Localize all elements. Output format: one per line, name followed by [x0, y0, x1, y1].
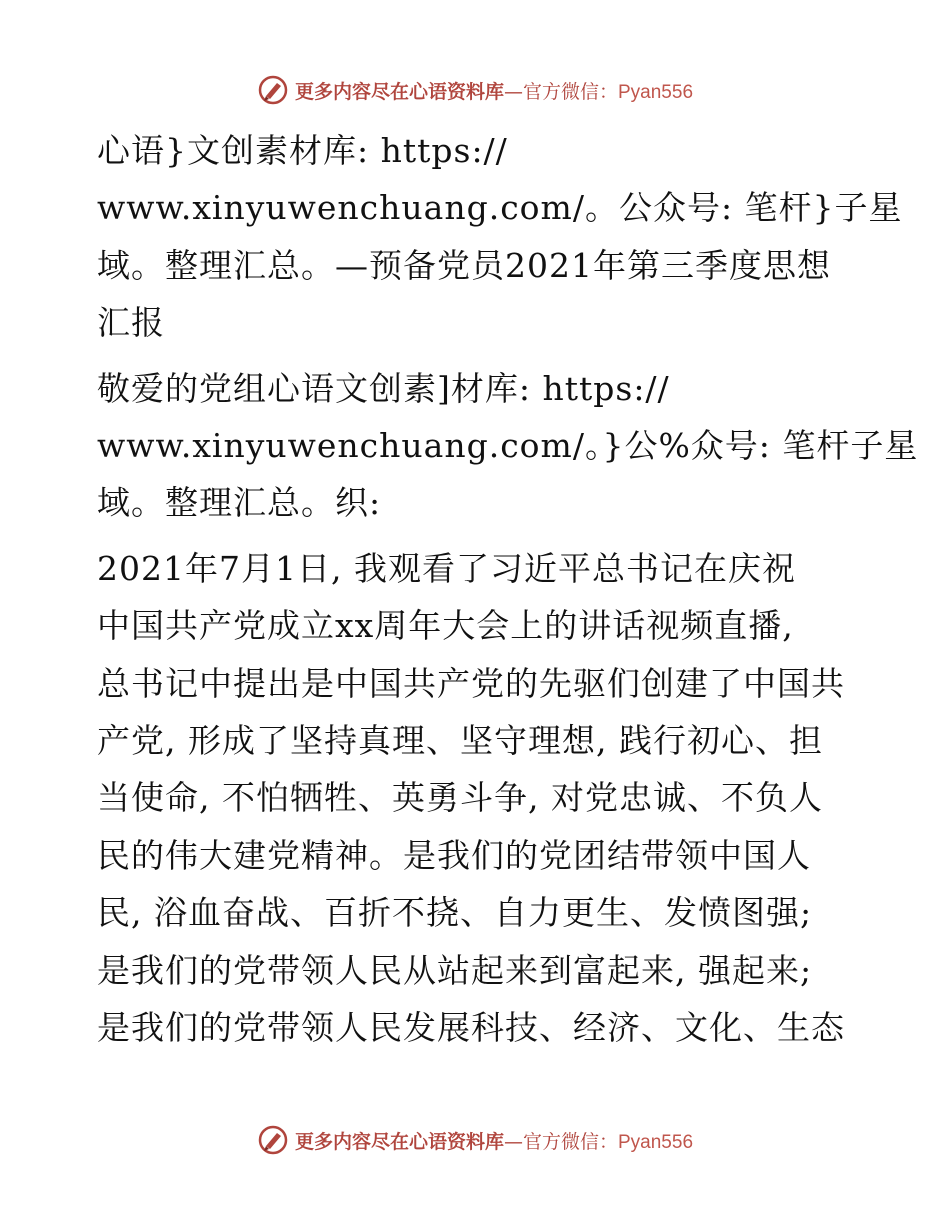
text-line: 总书记中提出是中国共产党的先驱们创建了中国共 — [97, 663, 845, 703]
text-line: 是我们的党带领人民发展科技、经济、文化、生态 — [97, 1008, 845, 1048]
header-wechat-label: 官方微信： — [522, 80, 618, 103]
text-line: 汇报 — [97, 303, 165, 343]
pen-logo-icon — [257, 1124, 289, 1156]
footer-banner — [0, 1120, 950, 1160]
paragraph-3 — [97, 540, 857, 1057]
text-line: 域。整理汇总。织: — [97, 483, 382, 523]
footer-wechat-id: Pyan556 — [618, 1131, 694, 1153]
paragraph-1 — [97, 122, 903, 352]
text-line: 域。整理汇总。—预备党员2021年第三季度思想 — [97, 245, 831, 285]
text-line: 当使命, 不怕牺牲、英勇斗争, 对党忠诚、不负人 — [97, 778, 823, 818]
text-line: 心语}文创素材库: https:// — [97, 131, 508, 170]
footer-banner-text — [295, 1127, 693, 1154]
text-line: www.xinyuwenchuang.com/。公众号: 笔杆}子星 — [97, 188, 903, 228]
text-line: 民, 浴血奋战、百折不挠、自力更生、发愤图强; — [97, 893, 813, 933]
text-line: 敬爱的党组心语文创素]材库: https:// — [97, 368, 670, 408]
header-wechat-id: Pyan556 — [618, 81, 694, 103]
header-banner-text — [295, 77, 693, 104]
text-line: 是我们的党带领人民从站起来到富起来, 强起来; — [97, 950, 813, 990]
text-line: 2021年7月1日, 我观看了习近平总书记在庆祝 — [97, 548, 796, 588]
text-line: 民的伟大建党精神。是我们的党团结带领中国人 — [97, 835, 811, 875]
footer-dash: — — [503, 1130, 523, 1153]
header-dash: — — [503, 80, 523, 103]
paragraph-2 — [97, 360, 919, 532]
text-line: 中国共产党成立xx周年大会上的讲话视频直播, — [97, 606, 794, 646]
text-line: www.xinyuwenchuang.com/。}公%众号: 笔杆子星 — [97, 426, 919, 466]
footer-wechat-label: 官方微信： — [522, 1130, 618, 1153]
document-body — [97, 122, 919, 1065]
header-brand: 更多内容尽在心语资料库 — [294, 80, 504, 103]
header-banner — [0, 70, 950, 110]
text-line: 产党, 形成了坚持真理、坚守理想, 践行初心、担 — [97, 721, 823, 761]
pen-logo-icon — [257, 74, 289, 106]
footer-brand: 更多内容尽在心语资料库 — [294, 1130, 504, 1153]
